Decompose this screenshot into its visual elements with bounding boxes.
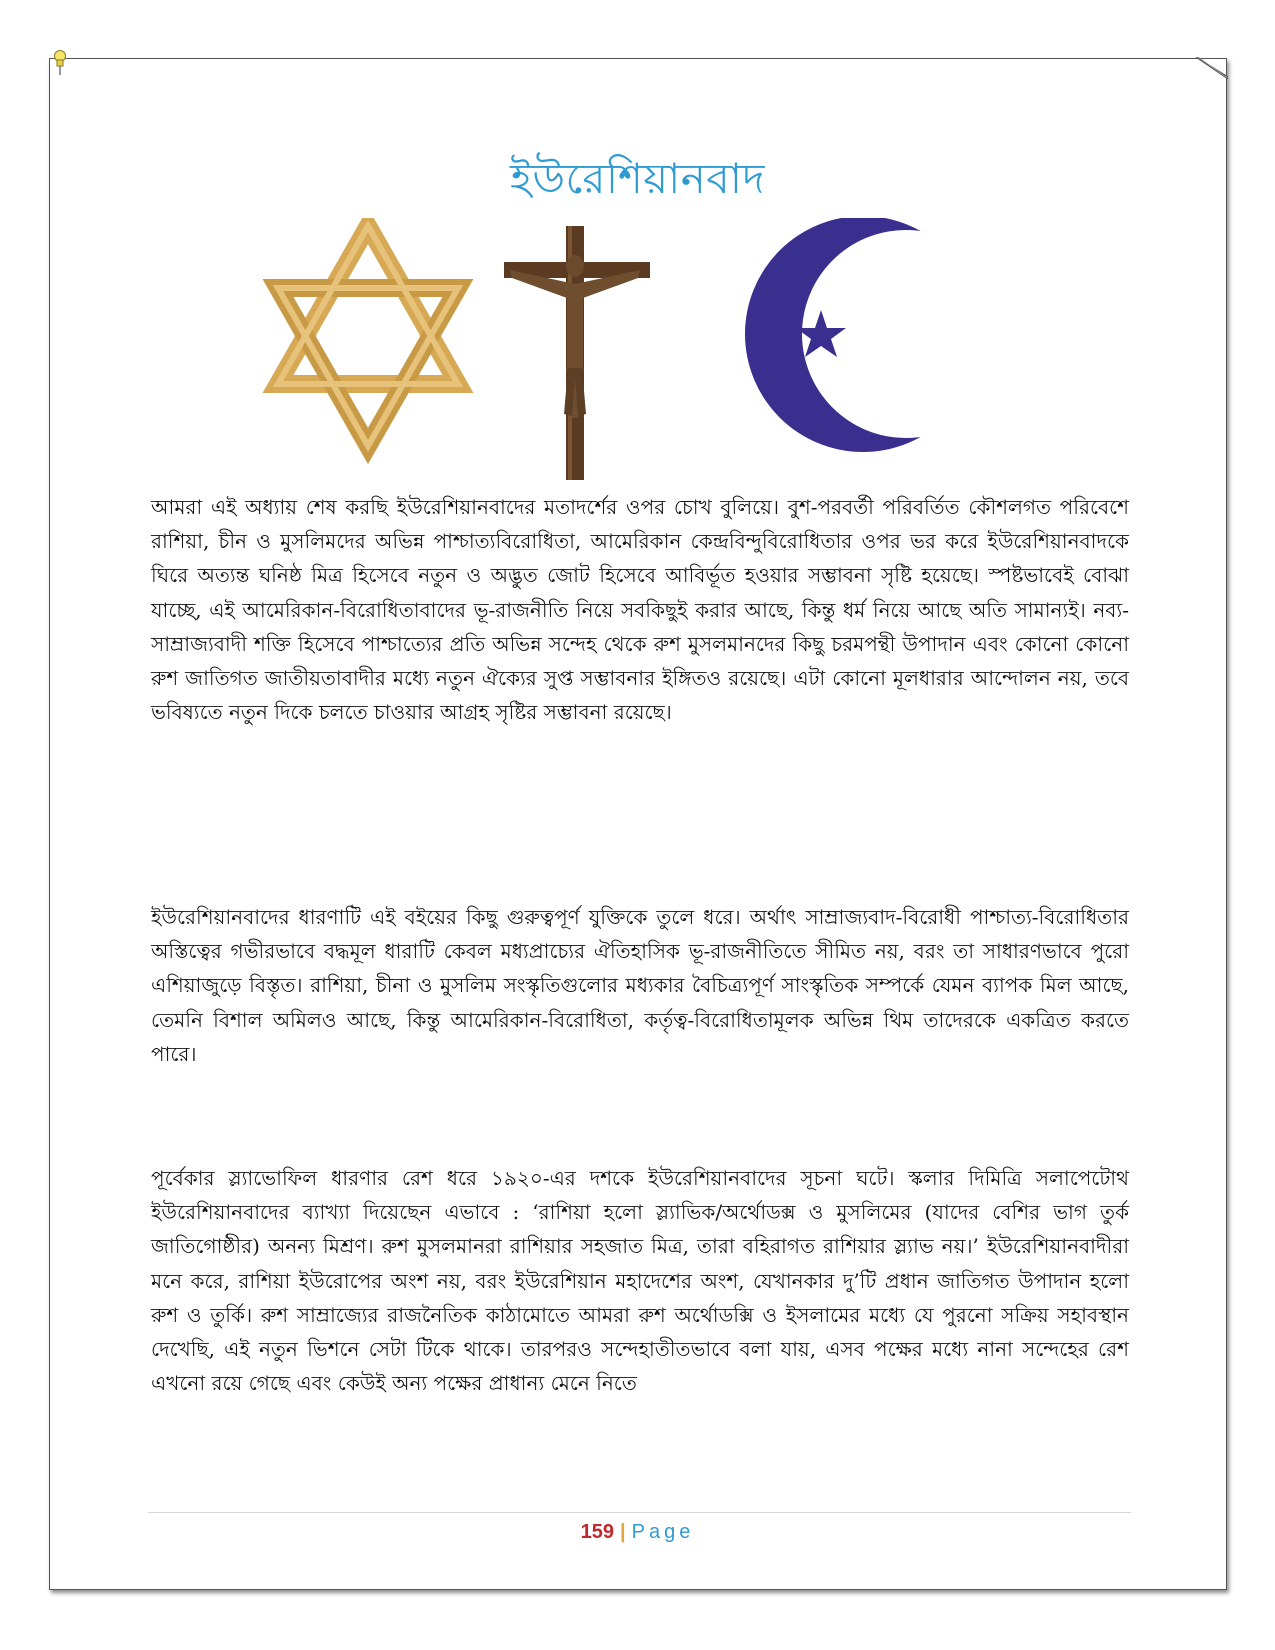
paragraph-1: আমরা এই অধ্যায় শেষ করছি ইউরেশিয়ানবাদের মতাদর্শের ওপর চোখ বুলিয়ে। বুশ-পরবর্তী পরিবর্তিত কৌশলগত পরিবেশে রাশিয়া, চীন ও মুসলিমদের অভিন্ন পাশ্চাত্যবিরোধিতা, আমেরিকান কেন্দ্রবিন্দুবিরোধিতার ওপর ভর করে ইউরেশিয়ানবাদকে ঘিরে অত্যন্ত ঘনিষ্ঠ মিত্র হিসেবে নতুন ও অদ্ভুত জোট হিসেবে আবির্ভূত হওয়ার সম্ভাবনা সৃষ্টি হয়েছে। স্পষ্টভাবেই বোঝা যাচ্ছে, এই আমেরিকান-বিরোধিতাবাদের ভূ-রাজনীতি নিয়ে সবকিছুই করার আছে, কিন্তু ধর্ম নিয়ে আছে অতি সামান্যই। নব্য-সাম্রাজ্যবাদী শক্তি হিসেবে পাশ্চাত্যের প্রতি অভিন্ন সন্দেহ থেকে রুশ মুসলমানদের কিছু চরমপন্থী উপাদান এবং কোনো কোনো রুশ জাতিগত জাতীয়তাবাদীর মধ্যে নতুন ঐক্যের সুপ্ত সম্ভাবনার ইঙ্গিতও রয়েছে। এটা কোনো মূলধারার আন্দোলন নয়, তবে ভবিষ্যতে নতুন দিকে চলতে চাওয়ার আগ্রহ সৃষ্টির সম্ভাবনা রয়েছে।: [151, 495, 1129, 725]
paragraph-2: ইউরেশিয়ানবাদের ধারণাটি এই বইয়ের কিছু গুরুত্বপূর্ণ যুক্তিকে তুলে ধরে। অর্থাৎ সাম্রাজ্যবাদ-বিরোধী পাশ্চাত্য-বিরোধিতার অস্তিত্বের গভীরভাবে বদ্ধমূল ধারাটি কেবল মধ্যপ্রাচ্যের ঐতিহাসিক ভূ-রাজনীতিতে সীমিত নয়, বরং তা সাধারণভাবে পুরো এশিয়াজুড়ে বিস্তৃত। রাশিয়া, চীনা ও মুসলিম সংস্কৃতিগুলোর মধ্যকার বৈচিত্র্যপূর্ণ সাংস্কৃতিক সম্পর্কে যেমন ব্যাপক মিল আছে, তেমনি বিশাল অমিলও আছে, কিন্তু আমেরিকান-বিরোধিতা, কর্তৃত্ব-বিরোধিতামূলক অভিন্ন থিম তাদেরকে একত্রিত করতে পারে।: [151, 905, 1129, 1066]
page-curl-icon: [1196, 57, 1228, 79]
page-title: ইউরেশিয়ানবাদ: [509, 154, 766, 203]
religious-symbols-image: [238, 218, 1038, 480]
page-number: 159: [580, 1521, 615, 1543]
push-pin-icon: [52, 49, 68, 77]
footer-separator: |: [620, 1521, 626, 1543]
page-label: Page: [631, 1521, 695, 1543]
star-of-david-icon: [278, 226, 458, 446]
paragraph-3: পূর্বেকার স্ল্যাভোফিল ধারণার রেশ ধরে ১৯২০-এর দশকে ইউরেশিয়ানবাদের সূচনা ঘটে। স্কলার দিমিত্রি সলাপেটোথ ইউরেশিয়ানবাদের ব্যাখ্যা দিয়েছেন এভাবে : ‘রাশিয়া হলো স্ল্যাভিক/অর্থোডক্স ও মুসলিমের (যাদের বেশির ভাগ তুর্ক জাতিগোষ্ঠীর) অনন্য মিশ্রণ। রুশ মুসলমানরা রাশিয়ার সহজাত মিত্র, তারা বহিরাগত রাশিয়ার স্ল্যাভ নয়।’ ইউরেশিয়ানবাদীরা মনে করে, রাশিয়া ইউরোপের অংশ নয়, বরং ইউরেশিয়ান মহাদেশের অংশ, যেখানকার দু’টি প্রধান জাতিগত উপাদান হলো রুশ ও তুর্কি। রুশ সাম্রাজ্যের রাজনৈতিক কাঠামোতে আমরা রুশ অর্থোডক্সি ও ইসলামের মধ্যে যে পুরনো সক্রিয় সহাবস্থান দেখেছি, এই নতুন ভিশনে সেটা টিকে থাকে। তারপরও সন্দেহাতীতভাবে বলা যায়, এসব পক্ষের মধ্যে নানা সন্দেহের রেশ এখনো রয়ে গেছে এবং কেউই অন্য পক্ষের প্রাধান্য মেনে নিতে: [151, 1166, 1129, 1396]
crucifix-icon: [504, 226, 650, 480]
footer-divider: [148, 1512, 1131, 1513]
crescent-star-icon: [745, 218, 1010, 452]
page-footer: [0, 1521, 1275, 1544]
